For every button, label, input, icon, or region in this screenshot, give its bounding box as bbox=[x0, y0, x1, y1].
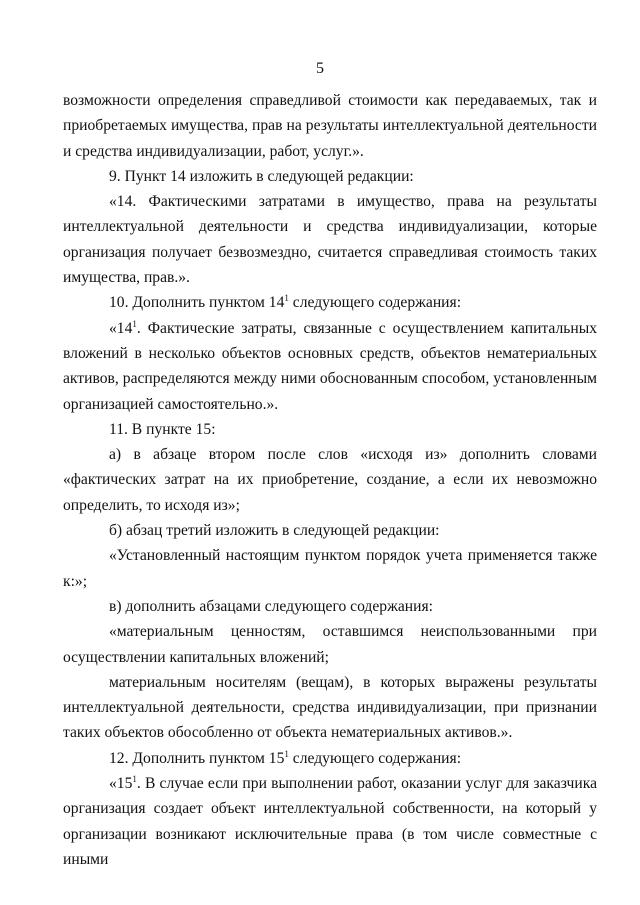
paragraph-item-11: 11. В пункте 15: bbox=[109, 420, 216, 438]
superscript: 1 bbox=[284, 293, 289, 304]
document-body bbox=[63, 88, 597, 872]
paragraph-quote-14: «14. Фактическими затратами в имущество, права на результаты интеллектуальной деятельности и средства индивидуализации, которые организация получает безвозмездно, считается справедливая стоимость таких имущества, прав.». bbox=[63, 193, 597, 287]
superscript: 1 bbox=[132, 318, 137, 329]
page-number: 5 bbox=[316, 60, 324, 77]
text-fragment: следующего содержания: bbox=[288, 749, 462, 767]
paragraph-quote-order: «Установленный настоящим пунктом порядок учета применяется также к:»; bbox=[63, 547, 597, 590]
text-fragment: «15 bbox=[109, 775, 133, 793]
superscript: 1 bbox=[284, 748, 289, 759]
superscript: 1 bbox=[132, 773, 137, 784]
paragraph-quote-15-1 bbox=[63, 771, 597, 872]
text-fragment: «14 bbox=[109, 319, 133, 337]
text-fragment: 12. Дополнить пунктом 15 bbox=[109, 749, 285, 767]
paragraph-item-10 bbox=[63, 290, 597, 315]
paragraph-quote-materials: «материальным ценностям, оставшимся неиспользованными при осуществлении капитальных вложений; bbox=[63, 623, 597, 666]
paragraph-subitem-v: в) дополнить абзацами следующего содержания: bbox=[109, 597, 433, 615]
paragraph-item-9: 9. Пункт 14 изложить в следующей редакции: bbox=[109, 167, 414, 185]
text-fragment: . В случае если при выполнении работ, оказании услуг для заказчика организация создает объект интеллектуальной собственности, на который у организации возникают исключительные права (в том числе совместные с иными bbox=[63, 775, 597, 868]
text-fragment: 10. Дополнить пунктом 14 bbox=[109, 294, 285, 312]
paragraph-subitem-b: б) абзац третий изложить в следующей редакции: bbox=[109, 522, 440, 540]
paragraph-1: возможности определения справедливой стоимости как передаваемых, так и приобретаемых имущества, прав на результаты интеллектуальной деятельности и средства индивидуализации, работ, услуг.». bbox=[63, 92, 597, 160]
text-fragment: . Фактические затраты, связанные с осуществлением капитальных вложений в несколько объектов основных средств, объектов нематериальных активов, распределяются между ними обоснованным способом, установленным организацией самостоятельно.». bbox=[63, 319, 597, 413]
paragraph-quote-14-1 bbox=[63, 316, 597, 417]
paragraph-subitem-a: а) в абзаце втором после слов «исходя из» дополнить словами «фактических затрат на их приобретение, создание, а если их невозможно определить, то исходя из»; bbox=[63, 446, 597, 514]
text-fragment: следующего содержания: bbox=[288, 294, 462, 312]
paragraph-media: материальным носителям (вещам), в которых выражены результаты интеллектуальной деятельности, средства индивидуализации, при признании таких объектов обособленно от объекта нематериальных активов.». bbox=[63, 673, 597, 742]
paragraph-item-12 bbox=[63, 746, 597, 771]
